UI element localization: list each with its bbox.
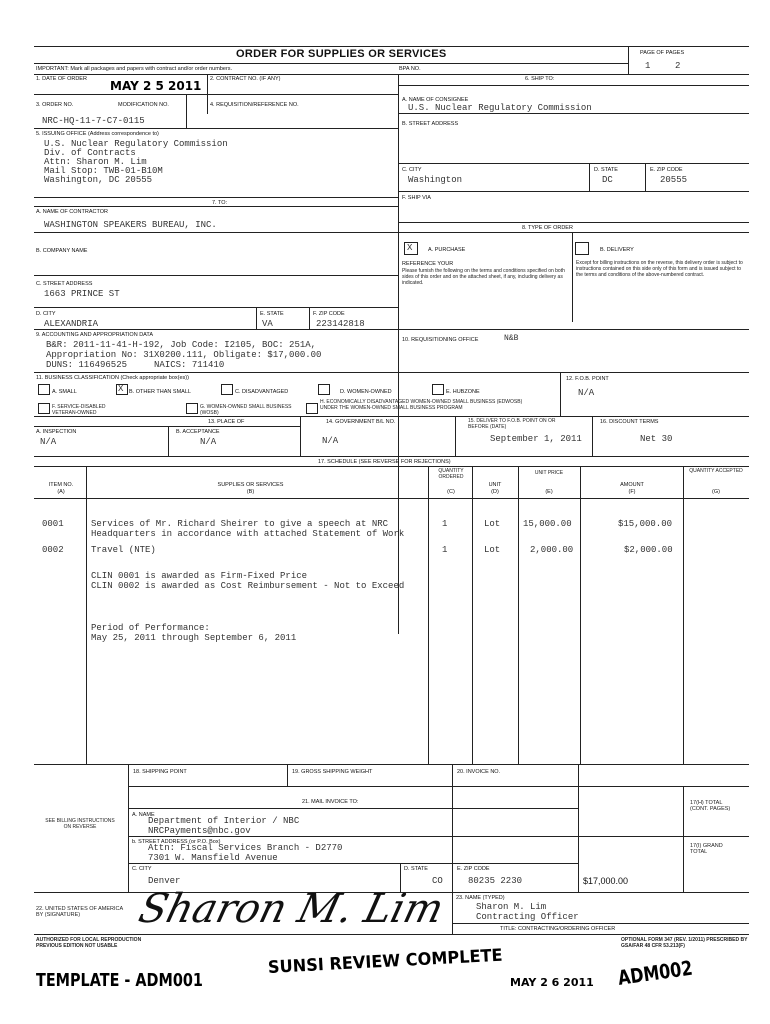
row-unit: Lot: [484, 545, 501, 555]
divider: [128, 836, 578, 837]
service-disabled-checkbox[interactable]: [38, 403, 50, 414]
typed-name-label: 23. NAME (TYPED): [456, 895, 505, 901]
issuing-label: 5. ISSUING OFFICE (Address correspondence to): [36, 131, 159, 137]
divider: [578, 786, 749, 787]
col-qty: QUANTITY ORDERED: [438, 468, 464, 480]
divider: [578, 836, 749, 837]
reference-label: REFERENCE YOUR: [402, 261, 454, 267]
invoice-street-2: 7301 W. Mansfield Avenue: [148, 853, 278, 863]
divider: [452, 892, 453, 934]
row-desc-2: Headquarters in accordance with attached Statement of Work: [91, 529, 405, 539]
other-label: B. OTHER THAN SMALL: [129, 389, 191, 395]
col-amount-sub: (F): [628, 489, 636, 495]
ship-state-label: D. STATE: [594, 167, 618, 173]
invoice-name-2: NRCPayments@nbc.gov: [148, 826, 251, 836]
order-date: MAY 2 5 2011: [110, 79, 202, 93]
contractor-street: 1663 PRINCE ST: [44, 289, 120, 299]
typed-name: Sharon M. Lim: [476, 902, 547, 912]
divider: [34, 466, 749, 467]
divider: [128, 863, 578, 864]
divider: [34, 934, 749, 935]
discount-label: 16. DISCOUNT TERMS: [600, 419, 659, 425]
divider: [572, 232, 573, 322]
disadvantaged-checkbox[interactable]: [221, 384, 233, 395]
row-qty: 1: [442, 545, 448, 555]
date-label: 1. DATE OF ORDER: [36, 76, 87, 82]
women-owned-label: D. WOMEN-OWNED: [340, 389, 392, 395]
hubzone-checkbox[interactable]: [432, 384, 444, 395]
issuing-line-3: Attn: Sharon M. Lim: [44, 157, 147, 167]
issuing-line-4: Mail Stop: TWB-01-B10M: [44, 166, 163, 176]
invoice-street-1: Attn: Fiscal Services Branch - D2770: [148, 843, 343, 853]
edwosb-checkbox[interactable]: [306, 403, 318, 414]
billing-instructions: SEE BILLING INSTRUCTIONS ON REVERSE: [45, 818, 115, 830]
divider: [34, 307, 398, 308]
consignee: U.S. Nuclear Regulatory Commission: [408, 103, 592, 113]
divider: [628, 46, 629, 74]
mail-invoice-label: 21. MAIL INVOICE TO:: [302, 799, 359, 805]
col-amount: AMOUNT: [620, 482, 644, 488]
gbl-label: 14. GOVERNMENT B/L NO.: [326, 419, 396, 425]
ship-city: Washington: [408, 175, 463, 185]
divider: [34, 275, 398, 276]
req-office: N&B: [504, 334, 519, 343]
important-note: IMPORTANT: Mark all packages and papers with contract and/or order numbers.: [36, 66, 233, 72]
col-line: [86, 466, 87, 764]
ship-via-label: F. SHIP VIA: [402, 195, 431, 201]
divider: [452, 923, 749, 924]
divider: [168, 426, 169, 456]
col-accepted-sub: (G): [712, 489, 720, 495]
row-qty: 1: [442, 519, 448, 529]
purchase-check: X: [407, 243, 413, 253]
clin-note-2: CLIN 0002 is awarded as Cost Reimbursement - Not to Exceed: [91, 581, 405, 591]
footer-left: AUTHORIZED FOR LOCAL REPRODUCTION PREVIOUS EDITION NOT USABLE: [36, 937, 142, 949]
row-price: 2,000.00: [530, 545, 574, 555]
acceptance-label: B. ACCEPTANCE: [176, 429, 220, 435]
divider: [398, 222, 749, 223]
divider: [34, 63, 628, 64]
divider-mid: [398, 74, 399, 634]
row-amount: $15,000.00: [618, 519, 673, 529]
ship-city-label: C. CITY: [402, 167, 422, 173]
other-than-small-checkbox[interactable]: [116, 384, 128, 395]
invoice-state: CO: [432, 876, 443, 886]
issuing-line-2: Div. of Contracts: [44, 148, 136, 158]
delivery-checkbox[interactable]: [575, 242, 589, 255]
divider: [683, 786, 684, 892]
order-number: NRC-HQ-11-7-C7-0115: [42, 116, 145, 126]
order-type-label: 8. TYPE OF ORDER: [522, 225, 573, 231]
delivery-text: Except for billing instructions on the reverse, this delivery order is subject to instructions contained on this side only of this form and is issued subject to the terms and conditions of the above-numbered contract.: [576, 260, 743, 278]
delivery-label: B. DELIVERY: [600, 247, 634, 253]
grand-total-label: 17(I) GRAND TOTAL: [690, 843, 723, 855]
women-owned-checkbox[interactable]: [318, 384, 330, 395]
bpa-label: BPA NO.: [399, 66, 421, 72]
to-label: 7. TO:: [212, 200, 228, 206]
issuing-line-1: U.S. Nuclear Regulatory Commission: [44, 139, 228, 149]
contractor-zip-label: F. ZIP CODE: [313, 311, 345, 317]
period: May 25, 2011 through September 6, 2011: [91, 633, 297, 643]
total-label: 17(H) TOTAL (CONT. PAGES): [690, 800, 731, 812]
order-label: 3. ORDER NO.: [36, 102, 74, 108]
accounting-line-3: DUNS: 116496525 NAICS: 711410: [46, 360, 225, 370]
divider: [287, 764, 288, 786]
col-line: [428, 466, 429, 764]
pages-count: 2: [675, 61, 681, 71]
divider: [34, 206, 398, 207]
acceptance: N/A: [200, 437, 217, 447]
divider: [455, 416, 456, 456]
divider: [128, 764, 129, 892]
col-line: [518, 466, 519, 764]
small-checkbox[interactable]: [38, 384, 50, 395]
period-label: Period of Performance:: [91, 623, 210, 633]
title-label: TITLE: CONTRACTING/ORDERING OFFICER: [500, 926, 616, 932]
footer-right: OPTIONAL FORM 347 (REV. 1/2011) PRESCRIBED BY GSA/FAR 48 CFR 53.213(F): [621, 937, 748, 949]
contractor-name: WASHINGTON SPEAKERS BUREAU, INC.: [44, 220, 217, 230]
divider: [34, 329, 749, 330]
deliver-label: 15. DELIVER TO F.O.B. POINT ON OR BEFORE (DATE): [468, 418, 556, 430]
divider: [309, 307, 310, 329]
col-price-sub: (E): [545, 489, 553, 495]
col-unit: UNIT: [488, 482, 502, 488]
divider: [398, 191, 749, 192]
disadvantaged-label: C. DISADVANTAGED: [235, 389, 289, 395]
divider: [398, 85, 749, 86]
contractor-city-label: D. CITY: [36, 311, 56, 317]
row-price: 15,000.00: [523, 519, 572, 529]
adm-stamp: ADM002: [616, 955, 694, 990]
discount: Net 30: [640, 434, 673, 444]
col-qty-sub: (C): [447, 489, 455, 495]
contractor-street-label: C. STREET ADDRESS: [36, 281, 93, 287]
ship-street-label: B. STREET ADDRESS: [402, 121, 459, 127]
row-unit: Lot: [484, 519, 501, 529]
contractor-state: VA: [262, 319, 273, 329]
req-office-label: 10. REQUISITIONING OFFICE: [402, 337, 479, 343]
ship-zip-label: E. ZIP CODE: [650, 167, 683, 173]
divider: [592, 416, 593, 456]
fob-label: 12. F.O.B. POINT: [566, 376, 609, 382]
invoice-city-label: C. CITY: [132, 866, 152, 872]
invoice-zip: 80235 2230: [468, 876, 523, 886]
divider: [452, 764, 453, 892]
divider: [34, 74, 749, 75]
grand-total: $17,000.00: [583, 876, 629, 886]
invoice-name-1: Department of Interior / NBC: [148, 816, 300, 826]
business-label: 11. BUSINESS CLASSIFICATION (Check appropriate box(es)): [36, 375, 189, 381]
row-desc-1: Services of Mr. Richard Sheirer to give a speech at NRC: [91, 519, 389, 529]
ship-zip: 20555: [660, 175, 688, 185]
divider: [34, 456, 749, 457]
divider: [34, 764, 749, 765]
company-label: B. COMPANY NAME: [36, 248, 88, 254]
inspection: N/A: [40, 437, 57, 447]
review-date-stamp: MAY 2 6 2011: [510, 976, 594, 989]
hubzone-label: E. HUBZONE: [446, 389, 480, 395]
col-line: [683, 466, 684, 764]
col-supplies-sub: (B): [246, 489, 255, 495]
typed-title: Contracting Officer: [476, 912, 579, 922]
invoice-city: Denver: [148, 876, 181, 886]
col-supplies: SUPPLIES OR SERVICES: [217, 482, 284, 488]
divider: [186, 94, 187, 128]
signature-label: 22. UNITED STATES OF AMERICA BY (SIGNATURE): [36, 906, 123, 918]
form-title: ORDER FOR SUPPLIES OR SERVICES: [236, 48, 447, 60]
col-accepted: QUANTITY ACCEPTED: [689, 468, 743, 474]
signature: Sharon M. Lim: [134, 886, 449, 932]
col-item-sub: (A): [57, 489, 65, 495]
divider: [34, 426, 300, 427]
divider: [34, 372, 749, 373]
col-unit-sub: (D): [491, 489, 499, 495]
weight-label: 19. GROSS SHIPPING WEIGHT: [292, 769, 373, 775]
contractor-state-label: E. STATE: [260, 311, 284, 317]
purchase-text: Please furnish the following on the terms and conditions specified on both sides of this order and on the attached sheet, if any, including delivery as indicated.: [402, 268, 565, 286]
divider: [128, 786, 578, 787]
fob: N/A: [578, 388, 595, 398]
contract-label: 2. CONTRACT NO. (IF ANY): [210, 76, 281, 82]
col-line: [580, 466, 581, 764]
service-disabled-label: F. SERVICE-DISABLED VETERAN-OWNED: [52, 404, 106, 416]
deliver-date: September 1, 2011: [490, 434, 582, 444]
purchase-label: A. PURCHASE: [428, 247, 466, 253]
contractor-zip: 223142818: [316, 319, 365, 329]
gbl: N/A: [322, 436, 339, 446]
col-line: [472, 466, 473, 764]
divider: [300, 416, 301, 456]
other-check: X: [118, 384, 124, 394]
divider: [589, 163, 590, 191]
issuing-line-5: Washington, DC 20555: [44, 175, 153, 185]
col-price: UNIT PRICE: [534, 470, 564, 476]
wosb-label: G. WOMEN-OWNED SMALL BUSINESS (WOSB): [200, 404, 292, 416]
shipto-label: 6. SHIP TO:: [525, 76, 555, 82]
place-label: 13. PLACE OF: [208, 419, 245, 425]
row-desc-1: Travel (NTE): [91, 545, 156, 555]
divider: [398, 163, 749, 164]
divider: [34, 128, 398, 129]
divider: [560, 372, 561, 416]
small-label: A. SMALL: [52, 389, 77, 395]
divider: [578, 764, 579, 892]
inspection-label: A. INSPECTION: [36, 429, 77, 435]
divider: [398, 113, 749, 114]
invoice-name-label: A. NAME: [132, 812, 155, 818]
schedule-label: 17. SCHEDULE (SEE REVERSE FOR REJECTIONS): [318, 459, 451, 465]
mod-label: MODIFICATION NO.: [118, 102, 169, 108]
frame-top: [34, 46, 749, 47]
accounting-line-2: Appropriation No: 31X0200.111, Obligate: $17,000.00: [46, 350, 322, 360]
invoice-label: 20. INVOICE NO.: [457, 769, 501, 775]
req-label: 4. REQUISITION/REFERENCE NO.: [210, 102, 299, 108]
page-number: 1: [645, 61, 651, 71]
sunsi-stamp: SUNSI REVIEW COMPLETE: [267, 945, 504, 978]
invoice-street-label: b. STREET ADDRESS (or P.O. Box): [132, 839, 221, 845]
contractor-name-label: A. NAME OF CONTRACTOR: [36, 209, 109, 215]
row-item: 0001: [42, 519, 64, 529]
edwosb-label: H. ECONOMICALLY DISADVANTAGED WOMEN-OWNED SMALL BUSINESS (EDWOSB) UNDER THE WOMEN-OWNED SMALL BUSINESS PROGRAM: [320, 399, 523, 411]
divider: [398, 232, 749, 233]
accounting-label: 9. ACCOUNTING AND APPROPRIATION DATA: [36, 332, 154, 338]
divider: [34, 416, 749, 417]
divider: [34, 232, 398, 233]
divider: [256, 307, 257, 329]
row-item: 0002: [42, 545, 64, 555]
ship-state: DC: [602, 175, 613, 185]
wosb-checkbox[interactable]: [186, 403, 198, 414]
divider: [645, 163, 646, 191]
divider: [34, 94, 398, 95]
divider: [34, 197, 398, 198]
consignee-label: A. NAME OF CONSIGNEE: [402, 97, 469, 103]
page-label: PAGE OF PAGES: [640, 50, 685, 56]
purchase-checkbox[interactable]: [404, 242, 418, 255]
divider: [128, 808, 578, 809]
col-item: ITEM NO.: [48, 482, 74, 488]
divider: [34, 498, 749, 499]
template-stamp: TEMPLATE - ADM001: [36, 970, 203, 991]
contractor-city: ALEXANDRIA: [44, 319, 99, 329]
invoice-zip-label: E. ZIP CODE: [457, 866, 490, 872]
invoice-state-label: D. STATE: [404, 866, 428, 872]
accounting-line-1: B&R: 2011-11-41-H-192, Job Code: I2105, BOC: 251A,: [46, 340, 317, 350]
shipping-point-label: 18. SHIPPING POINT: [133, 769, 187, 775]
clin-note-1: CLIN 0001 is awarded as Firm-Fixed Price: [91, 571, 308, 581]
row-amount: $2,000.00: [624, 545, 673, 555]
